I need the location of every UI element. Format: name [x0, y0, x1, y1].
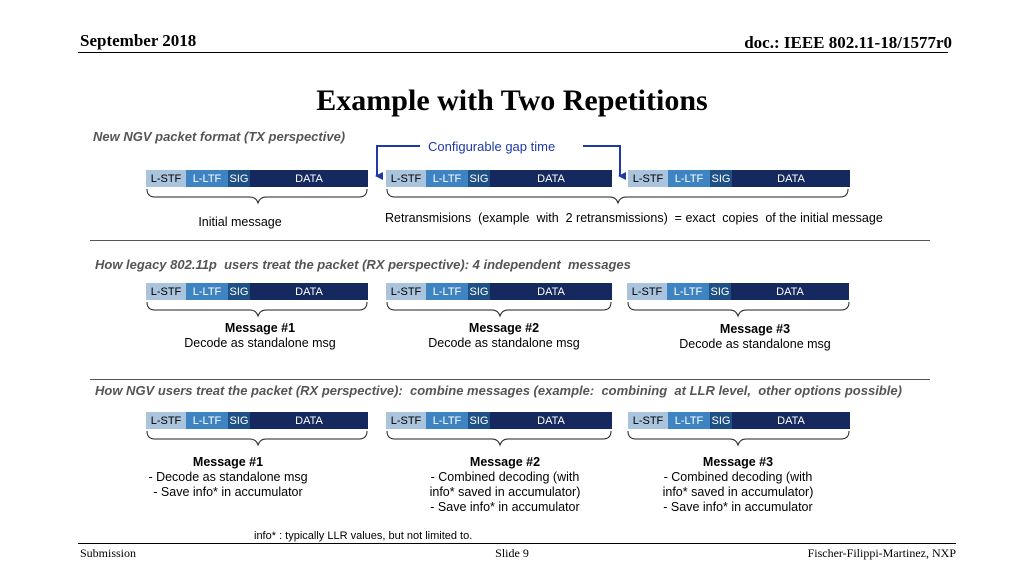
- field-lltf: L-LTF: [426, 170, 468, 187]
- footer-authors: Fischer-Filippi-Martinez, NXP: [807, 546, 956, 560]
- field-lstf: L-STF: [146, 170, 186, 187]
- footer-divider: [78, 543, 956, 544]
- field-data: DATA: [732, 412, 850, 429]
- field-lstf: L-STF: [627, 283, 667, 300]
- brace-ngv-2: [387, 431, 611, 445]
- field-data: DATA: [731, 283, 849, 300]
- field-sig: SIG: [228, 283, 250, 300]
- packet-legacy-3: [627, 283, 849, 300]
- field-sig: SIG: [710, 412, 732, 429]
- field-data: DATA: [490, 283, 612, 300]
- packet-legacy-1: [146, 283, 368, 300]
- field-data: DATA: [490, 412, 612, 429]
- section1-label: New NGV packet format (TX perspective): [93, 129, 346, 144]
- field-data: DATA: [250, 412, 368, 429]
- legacy-message-2: [404, 321, 604, 351]
- field-lltf: L-LTF: [186, 412, 228, 429]
- slide-title: Example with Two Repetitions: [316, 84, 708, 117]
- legacy-message-1-text: Decode as standalone msg: [184, 336, 336, 350]
- field-lltf: L-LTF: [668, 170, 710, 187]
- legacy-message-1: [160, 321, 360, 351]
- field-lltf: L-LTF: [186, 170, 228, 187]
- packet-ngv-3: [628, 412, 850, 429]
- separator-2: [90, 379, 930, 380]
- ngv-message-3-title: Message #3: [702, 455, 774, 469]
- field-sig: SIG: [468, 283, 490, 300]
- legacy-message-2-text: Decode as standalone msg: [428, 336, 580, 350]
- brace-legacy-2: [387, 302, 611, 316]
- brace-initial: [147, 189, 367, 203]
- separator-1: [90, 240, 930, 241]
- field-lstf: L-STF: [146, 412, 186, 429]
- ngv-message-2: [405, 455, 605, 515]
- legacy-message-3-text: Decode as standalone msg: [679, 337, 831, 351]
- brace-retrans: [387, 189, 848, 203]
- packet-ngv-2: [386, 412, 612, 429]
- ngv-message-1-title: Message #1: [192, 455, 264, 469]
- field-sig: SIG: [710, 170, 732, 187]
- field-data: DATA: [250, 170, 368, 187]
- section2-label: How legacy 802.11p users treat the packet (RX perspective): 4 independent messages: [95, 257, 631, 272]
- packet-legacy-2: [386, 283, 612, 300]
- field-lltf: L-LTF: [668, 412, 710, 429]
- field-lstf: L-STF: [386, 170, 426, 187]
- brace-legacy-3: [628, 302, 849, 316]
- brace-ngv-1: [147, 431, 367, 445]
- field-lltf: L-LTF: [426, 412, 468, 429]
- field-sig: SIG: [228, 412, 250, 429]
- ngv-message-2-line1: - Combined decoding (with: [430, 470, 580, 484]
- field-lstf: L-STF: [628, 170, 668, 187]
- field-lstf: L-STF: [146, 283, 186, 300]
- legacy-message-3-title: Message #3: [719, 322, 791, 336]
- legacy-message-1-title: Message #1: [224, 321, 296, 335]
- packet-ngv-1: [146, 412, 368, 429]
- section3-label: How NGV users treat the packet (RX perspective): combine messages (example: combining at LLR level, other options possible): [95, 383, 902, 398]
- ngv-message-1-line1: - Decode as standalone msg: [148, 470, 308, 484]
- ngv-message-3-line2: info* saved in accumulator): [662, 485, 814, 499]
- ngv-message-3-line1: - Combined decoding (with: [663, 470, 813, 484]
- field-data: DATA: [732, 170, 850, 187]
- ngv-message-2-line2: info* saved in accumulator): [429, 485, 581, 499]
- field-sig: SIG: [468, 170, 490, 187]
- initial-message-caption: Initial message: [198, 215, 282, 229]
- field-lstf: L-STF: [386, 412, 426, 429]
- ngv-message-2-line3: - Save info* in accumulator: [430, 500, 580, 514]
- field-sig: SIG: [468, 412, 490, 429]
- footer-slide-number: Slide 9: [495, 546, 529, 560]
- gap-time-label: Configurable gap time: [428, 139, 556, 154]
- field-data: DATA: [490, 170, 612, 187]
- field-sig: SIG: [228, 170, 250, 187]
- legacy-message-2-title: Message #2: [468, 321, 540, 335]
- ngv-message-2-title: Message #2: [469, 455, 541, 469]
- legacy-message-3: [655, 322, 855, 352]
- retrans-caption: Retransmisions (example with 2 retransmissions) = exact copies of the initial message: [385, 211, 883, 225]
- field-lstf: L-STF: [386, 283, 426, 300]
- field-lstf: L-STF: [628, 412, 668, 429]
- info-footnote: info* : typically LLR values, but not limited to.: [254, 530, 473, 542]
- field-sig: SIG: [709, 283, 731, 300]
- field-lltf: L-LTF: [186, 283, 228, 300]
- header-doc: doc.: IEEE 802.11-18/1577r0: [744, 33, 952, 52]
- ngv-message-1-line2: - Save info* in accumulator: [153, 485, 303, 499]
- brace-ngv-3: [628, 431, 849, 445]
- header-date: September 2018: [80, 31, 197, 50]
- field-lltf: L-LTF: [667, 283, 709, 300]
- ngv-message-3: [638, 455, 838, 515]
- field-lltf: L-LTF: [426, 283, 468, 300]
- ngv-message-3-line3: - Save info* in accumulator: [663, 500, 813, 514]
- brace-legacy-1: [147, 302, 367, 316]
- ngv-message-1: [128, 455, 328, 500]
- field-data: DATA: [250, 283, 368, 300]
- footer-submission: Submission: [80, 546, 137, 560]
